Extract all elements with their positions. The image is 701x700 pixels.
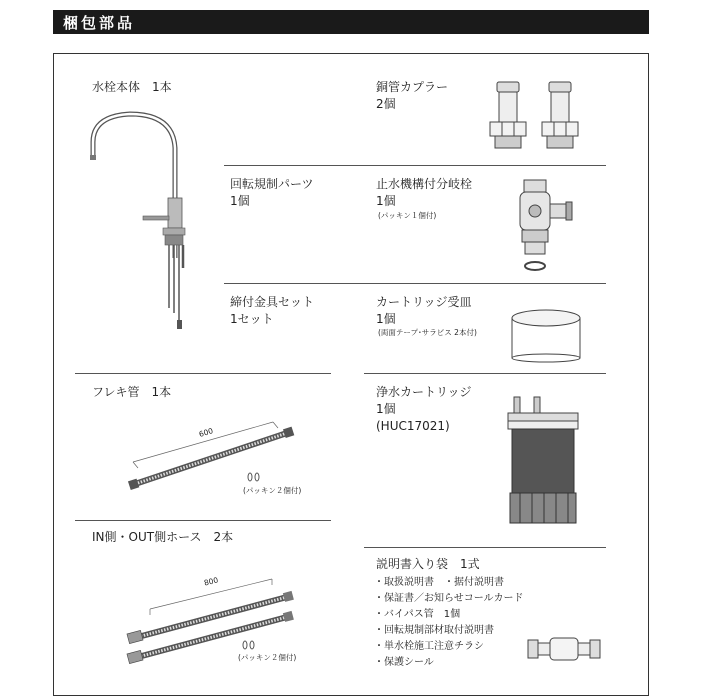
cartridge-qty: 1個 (376, 402, 396, 416)
hoses-packing: (パッキン２個付) (238, 653, 297, 662)
valve-label: 止水機構付分岐栓 (376, 177, 473, 191)
flex-pipe-length: 600 (197, 426, 215, 439)
copper-coupler-label: 銅管カプラー (376, 80, 449, 94)
manual-item-4: ・回転規制部材取付説明書 (374, 625, 494, 636)
divider-right-3 (364, 373, 606, 374)
cartridge-tray-qty: 1個 (376, 312, 396, 326)
copper-coupler-illustration (485, 78, 585, 158)
flex-pipe-packing: (パッキン２個付) (243, 486, 302, 495)
divider-right-2 (224, 283, 606, 284)
manual-item-1: ・取扱説明書 ・据付説明書 (374, 577, 504, 588)
cartridge-tray-label: カートリッジ受皿 (376, 295, 472, 309)
copper-coupler-qty: 2個 (376, 97, 396, 111)
divider-right-1 (224, 165, 606, 166)
cartridge-model: (HUC17021) (376, 419, 450, 433)
flex-pipe-packing-icon (247, 472, 261, 482)
faucet-illustration (85, 108, 195, 338)
cartridge-illustration (504, 393, 588, 529)
flex-pipe-illustration (125, 400, 305, 500)
faucet-label: 水栓本体 1本 (92, 80, 172, 94)
fitting-set-qty: 1セット (230, 312, 274, 326)
manual-bag-label: 説明書入り袋 1式 (376, 557, 480, 571)
cartridge-tray-illustration (508, 308, 584, 364)
divider-left-1 (75, 373, 331, 374)
manual-item-2: ・保証書／お知らせコールカード (374, 593, 524, 604)
hoses-length: 800 (203, 575, 220, 588)
section-title: 梱包部品 (63, 14, 136, 32)
manual-item-3: ・バイパス管 1個 (374, 609, 461, 620)
valve-note: (パッキン１個付) (378, 211, 437, 220)
bypass-pipe-illustration (526, 632, 602, 666)
hoses-label: IN側・OUT側ホース 2本 (92, 530, 234, 544)
hoses-packing-icon (242, 640, 256, 650)
cartridge-label: 浄水カートリッジ (376, 385, 472, 399)
flex-pipe-label: フレキ管 1本 (92, 385, 172, 399)
divider-right-4 (364, 547, 606, 548)
section-header (53, 10, 649, 34)
manual-item-5: ・単水栓施工注意チラシ (374, 641, 484, 652)
divider-left-2 (75, 520, 331, 521)
fitting-set-label: 締付金具セット (230, 295, 315, 309)
valve-qty: 1個 (376, 194, 396, 208)
manual-item-6: ・保護シール (374, 657, 434, 668)
cartridge-tray-note: (両面テープ･サラビス 2本付) (378, 328, 477, 337)
rotation-parts-label: 回転規制パーツ (230, 177, 314, 191)
valve-illustration (508, 176, 578, 276)
rotation-parts-qty: 1個 (230, 194, 250, 208)
